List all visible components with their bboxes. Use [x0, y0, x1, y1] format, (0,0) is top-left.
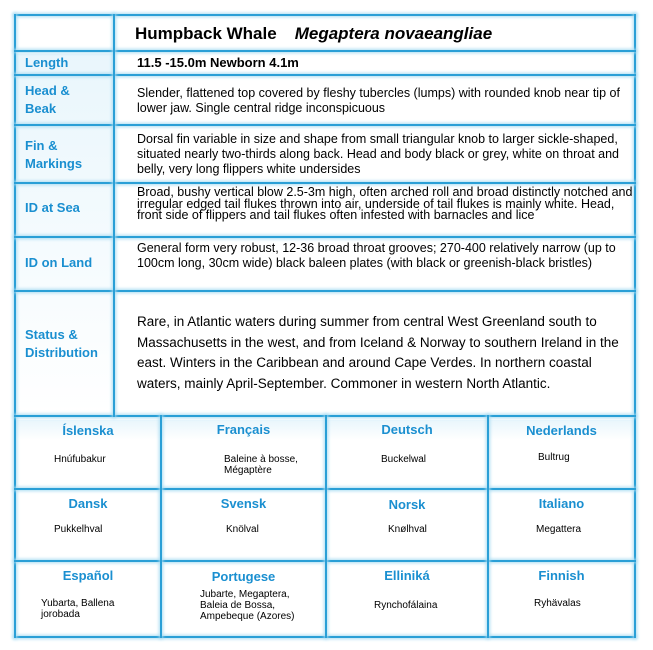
language-label: Español	[62, 568, 114, 583]
language-name: Yubarta, Ballena jorobada	[41, 598, 115, 620]
row-divider	[14, 290, 636, 292]
language-label: Italiano	[538, 496, 585, 511]
language-name: Megattera	[536, 524, 582, 535]
language-column-divider	[487, 415, 489, 638]
language-label: Nederlands	[526, 423, 597, 438]
language-name: Rynchofálaina	[374, 600, 438, 611]
card-title	[135, 24, 492, 44]
language-name: Jubarte, Megaptera, Baleia de Bossa, Ampebeque (Azores)	[200, 589, 295, 622]
language-column-divider	[325, 415, 327, 638]
language-name: Hnúfubakur	[54, 454, 106, 465]
language-label: Deutsch	[381, 422, 433, 437]
row-divider	[14, 182, 636, 184]
language-label: Portugese	[211, 569, 276, 584]
language-name: Bultrug	[538, 452, 570, 463]
common-name: Humpback Whale	[135, 24, 277, 43]
language-label: Elliniká	[384, 568, 430, 583]
row-label-id-sea: ID at Sea	[25, 200, 80, 215]
row-value-id-land: General form very robust, 12-36 broad throat grooves; 270-400 relatively narrow (up to 100cm long, 30cm wide) black baleen plates (with black or greenish-black bristles)	[137, 241, 616, 270]
row-label-id-land: ID on Land	[25, 255, 93, 270]
language-name: Ryhävalas	[534, 598, 581, 609]
language-label: Svensk	[220, 496, 267, 511]
language-name: Knølhval	[388, 524, 427, 535]
row-value-id-sea: Broad, bushy vertical blow 2.5-3m high, often arched roll and broad distinctly notched and irregular edged tail flukes thrown into air, underside of tail flukes is mainly white. Head, front side of flippers and tail flukes often infested with barnacles and lice	[137, 185, 633, 222]
row-label-status-distribution: Status & Distribution	[25, 327, 98, 360]
row-value-length: 11.5 -15.0m Newborn 4.1m	[137, 55, 299, 70]
row-label-length: Length	[25, 55, 69, 70]
row-label-fin-markings: Fin & Markings	[25, 138, 83, 171]
row-value-status-distribution: Rare, in Atlantic waters during summer from central West Greenland south to Massachusetts in the west, and from Iceland & Norway to southern Ireland in the east. Winters in the Caribbean and around Cape Verdes. In northern coastal waters, mainly April-September. Commoner in western North Atlantic.	[137, 314, 619, 391]
row-value-head-beak: Slender, flattened top covered by fleshy tubercles (lumps) with rounded knob near tip of lower jaw. Single central ridge inconspicuous	[137, 86, 620, 115]
row-value-fin-markings: Dorsal fin variable in size and shape from small triangular knob to larger sickle-shaped, situated nearly two-thirds along back. Head and body black or grey, white on throat and belly, very long flippers white undersides	[137, 132, 619, 176]
frame-top	[14, 14, 636, 16]
frame-left	[14, 14, 16, 638]
language-label: Dansk	[68, 496, 108, 511]
row-divider	[14, 236, 636, 238]
row-divider	[14, 50, 636, 52]
language-name: Knölval	[226, 524, 259, 535]
latin-name: Megaptera novaeangliae	[294, 24, 493, 43]
language-column-divider	[160, 415, 162, 638]
language-label: Français	[216, 422, 271, 437]
row-divider	[14, 124, 636, 126]
language-label: Finnish	[538, 568, 585, 583]
language-name: Baleine à bosse, Mégaptère	[224, 454, 298, 476]
language-name: Buckelwal	[381, 454, 427, 465]
language-label: Norsk	[388, 497, 426, 512]
row-divider	[14, 74, 636, 76]
language-name: Pukkelhval	[54, 524, 103, 535]
row-label-head-beak: Head & Beak	[25, 83, 70, 116]
language-label: Íslenska	[62, 423, 114, 438]
